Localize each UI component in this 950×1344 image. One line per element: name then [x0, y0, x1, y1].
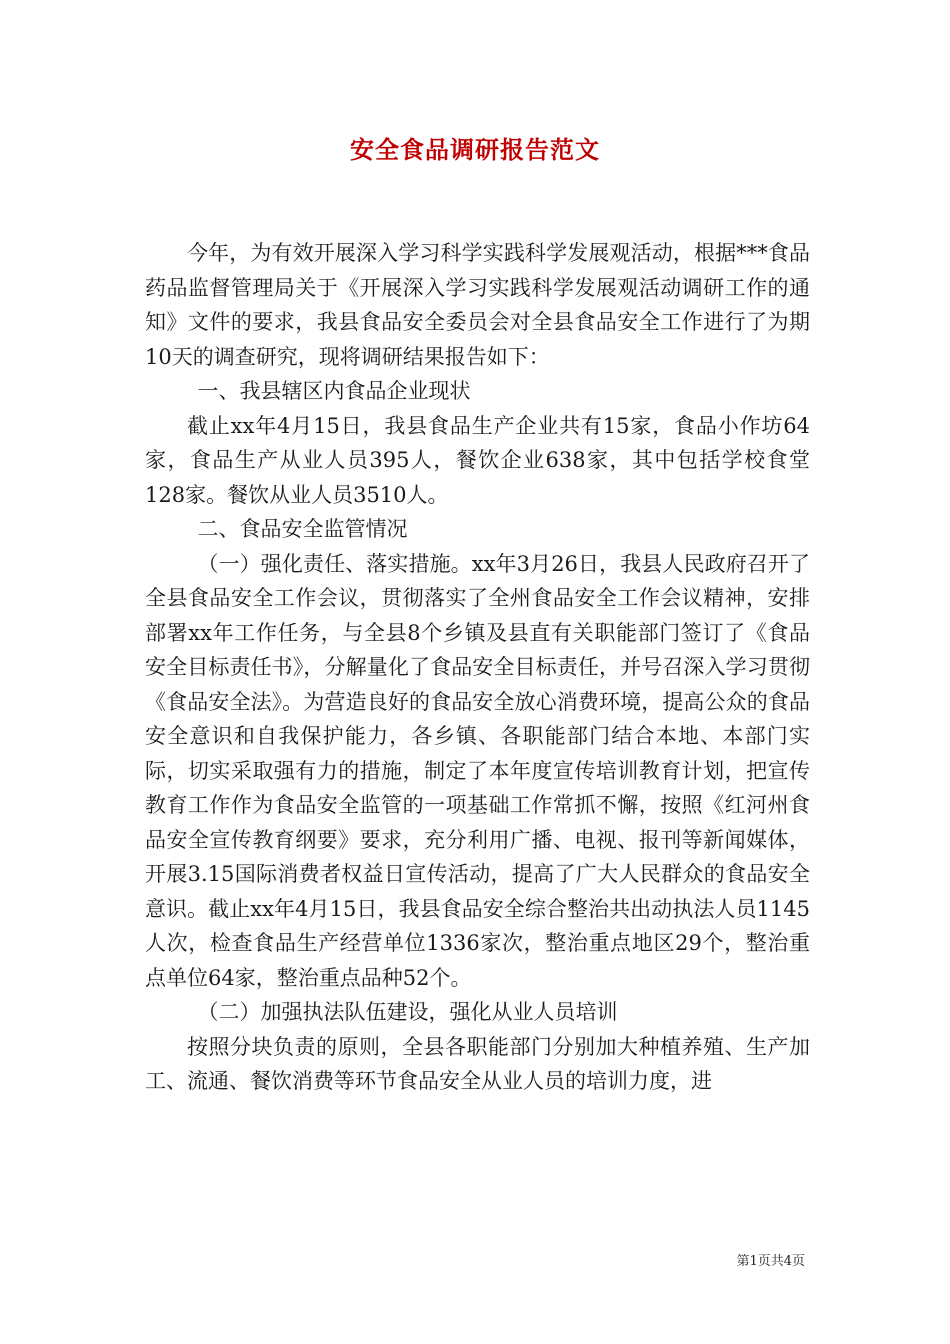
intro-paragraph: 今年，为有效开展深入学习科学实践科学发展观活动，根据***食品药品监督管理局关于《开展深入学习实践科学发展观活动调研工作的通知》文件的要求，我县食品安全委员会对全县食品安全工作进行了为期10天的调查研究，现将调研结果报告如下：	[145, 241, 810, 369]
document-body	[145, 236, 810, 1099]
section-heading-2: 二、食品安全监管情况	[197, 517, 408, 541]
page-title: 安全食品调研报告范文	[350, 135, 600, 164]
page-number: 第1页共4页	[736, 1254, 805, 1269]
section-heading-1: 一、我县辖区内食品企业现状	[197, 379, 471, 403]
training-paragraph: 按照分块负责的原则，全县各职能部门分别加大种植养殖、生产加工、流通、餐饮消费等环节食品安全从业人员的培训力度，进	[145, 1034, 810, 1093]
enterprise-status-paragraph: 截止xx年4月15日，我县食品生产企业共有15家，食品小作坊64家，食品生产从业人员395人，餐饮企业638家，其中包括学校食堂128家。餐饮从业人员3510人。	[145, 413, 810, 507]
subsection-heading-2: （二）加强执法队伍建设，强化从业人员培训	[197, 1000, 618, 1024]
responsibility-paragraph: （一）强化责任、落实措施。xx年3月26日，我县人民政府召开了全县食品安全工作会议，贯彻落实了全州食品安全工作会议精神，安排部署xx年工作任务，与全县8个乡镇及县直有关职能部门签订了《食品安全目标责任书》，分解量化了食品安全目标责任，并号召深入学习贯彻《食品安全法》。为营造良好的食品安全放心消费环境，提高公众的食品安全意识和自我保护能力，各乡镇、各职能部门结合本地、本部门实际，切实采取强有力的措施，制定了本年度宣传培训教育计划，把宣传教育工作作为食品安全监管的一项基础工作常抓不懈，按照《红河州食品安全宣传教育纲要》要求，充分利用广播、电视、报刊等新闻媒体，开展3.15国际消费者权益日宣传活动，提高了广大人民群众的食品安全意识。截止xx年4月15日，我县食品安全综合整治共出动执法人员1145人次，检查食品生产经营单位1336家次，整治重点地区29个，整治重点单位64家，整治重点品种52个。	[145, 551, 810, 990]
